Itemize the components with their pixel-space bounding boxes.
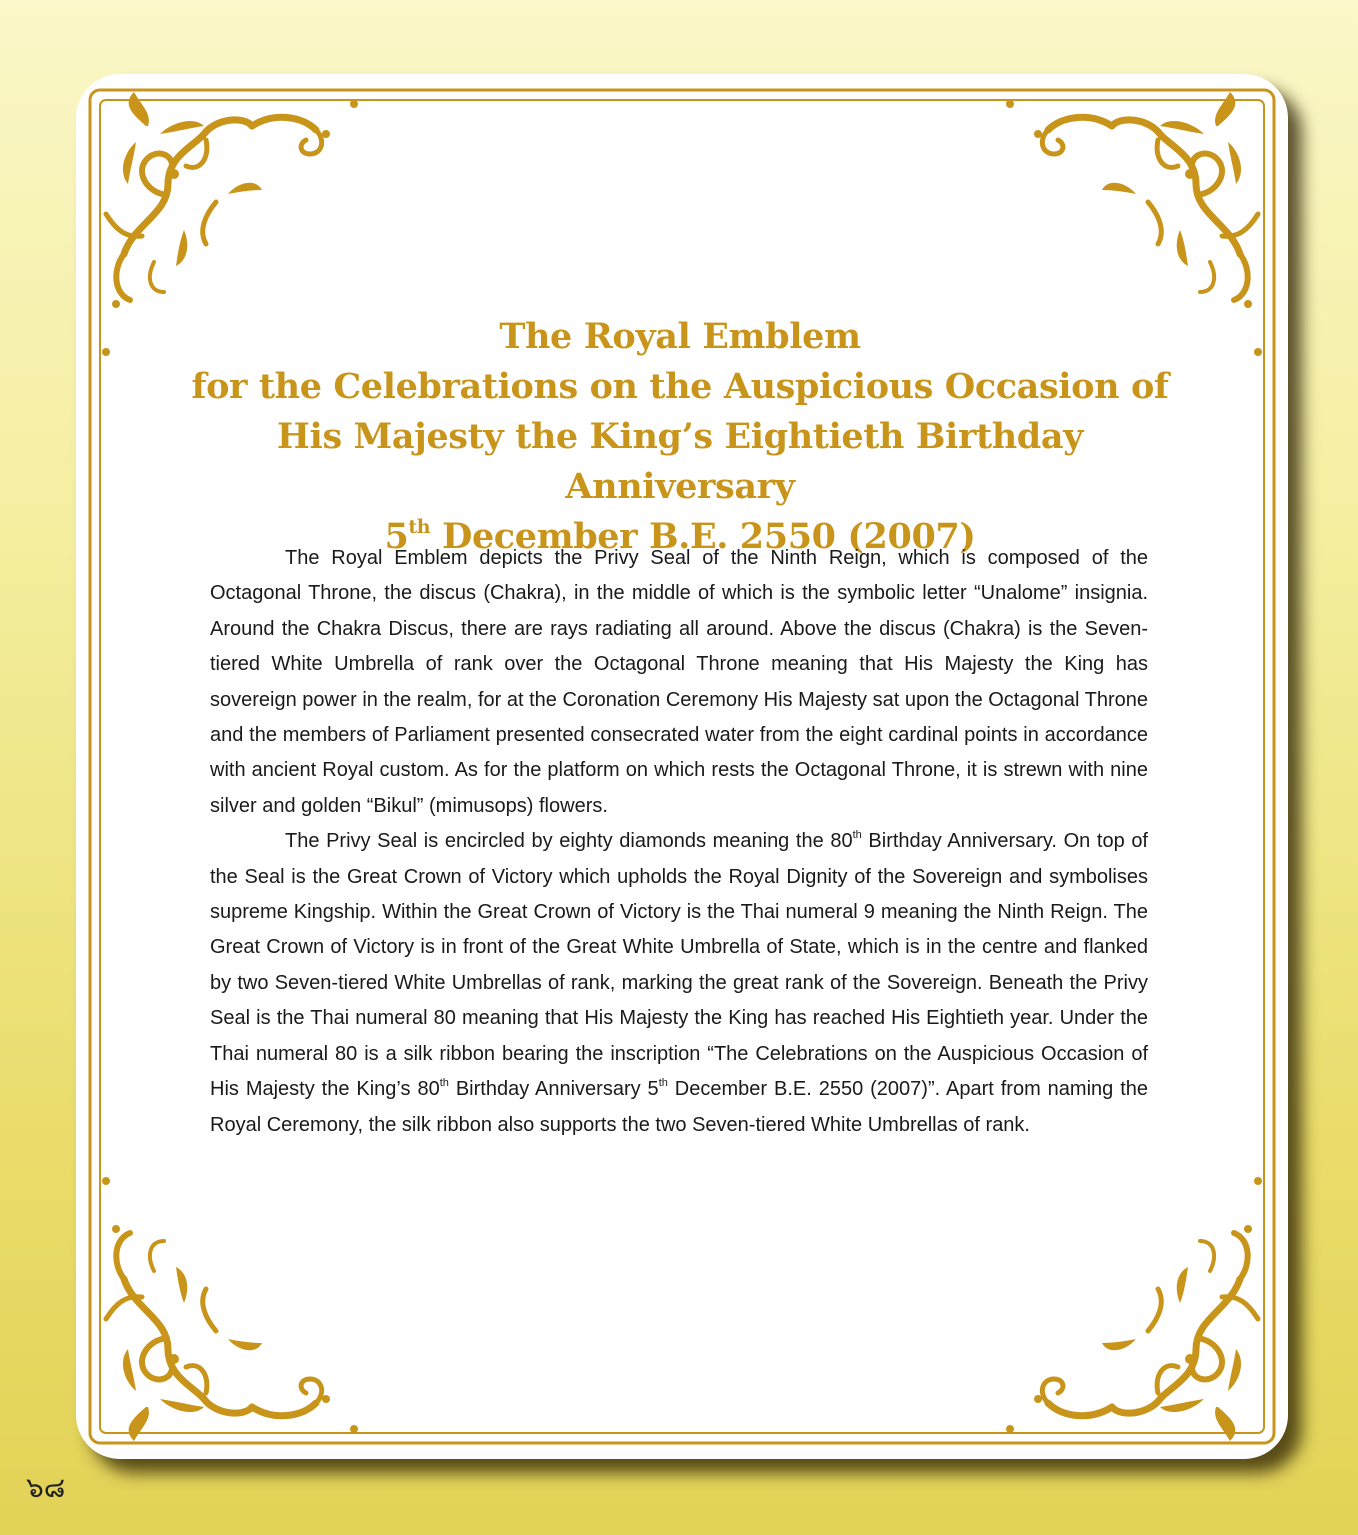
corner-ornament-bottom-right [1006,1177,1262,1441]
title-line-1: The Royal Emblem [499,316,861,357]
title-date-rest: December B.E. 2550 (2007) [430,516,976,557]
superscript-th: th [439,1077,449,1090]
title-line-3: His Majesty the King’s Eightieth Birthday Anniversary [276,416,1084,507]
paragraph-2-part-1: The Privy Seal is encircled by eighty diamonds meaning the 80 [285,830,853,853]
title-day-suffix: th [408,516,431,538]
page-number: ๖๘ [26,1471,66,1504]
title-line-2: for the Celebrations on the Auspicious Occasion of [191,366,1169,407]
title-day: 5 [384,516,409,557]
paragraph-1: The Royal Emblem depicts the Privy Seal of the Ninth Reign, which is composed of the Octagonal Throne, the discus (Chakra), in the middle of which is the symbolic letter “Unalome” insignia. Around the Chakra Discus, there are rays radiating all around. Above the discus (Chakra) is the Seven-tiered White Umbrella of rank over the Octagonal Throne meaning that His Majesty the King has sovereign power in the realm, for at the Coronation Ceremony His Majesty sat upon the Octagonal Throne and the members of Parliament presented consecrated water from the eight cardinal points in accordance with ancient Royal custom. As for the platform on which rests the Octagonal Throne, it is strewn with nine silver and golden “Bikul” (mimusops) flowers. [210,547,1148,817]
paragraph-2-part-2: Birthday Anniversary. On top of the Seal is the Great Crown of Victory which upholds the Royal Dignity of the Sovereign and symbolises supreme Kingship. Within the Great Crown of Victory is the Thai numeral 9 meaning the Ninth Reign. The Great Crown of Victory is in front of the Great White Umbrella of State, which is in the centre and flanked by two Seven-tiered White Umbrellas of rank, marking the great rank of the Sovereign. Beneath the Privy Seal is the Thai numeral 80 meaning that His Majesty the King has reached His Eightieth year. Under the Thai numeral 80 is a silk ribbon bearing the inscription “The Celebrations on the Auspicious Occasion of His Majesty the King’s 80 [210,830,1148,1101]
paragraph-2-part-3: Birthday Anniversary 5 [448,1078,659,1101]
body-text [210,541,1148,1143]
corner-ornament-bottom-left [102,1177,358,1441]
superscript-th: th [852,829,862,842]
paragraph-2 [210,824,1148,1143]
superscript-th: th [658,1077,668,1090]
paragraph-2-part-4: December B.E. 2550 (2007)”. Apart from naming the Royal Ceremony, the silk ribbon also supports the two Seven-tiered White Umbrellas of rank. [210,1078,1149,1136]
document-title [160,312,1200,562]
